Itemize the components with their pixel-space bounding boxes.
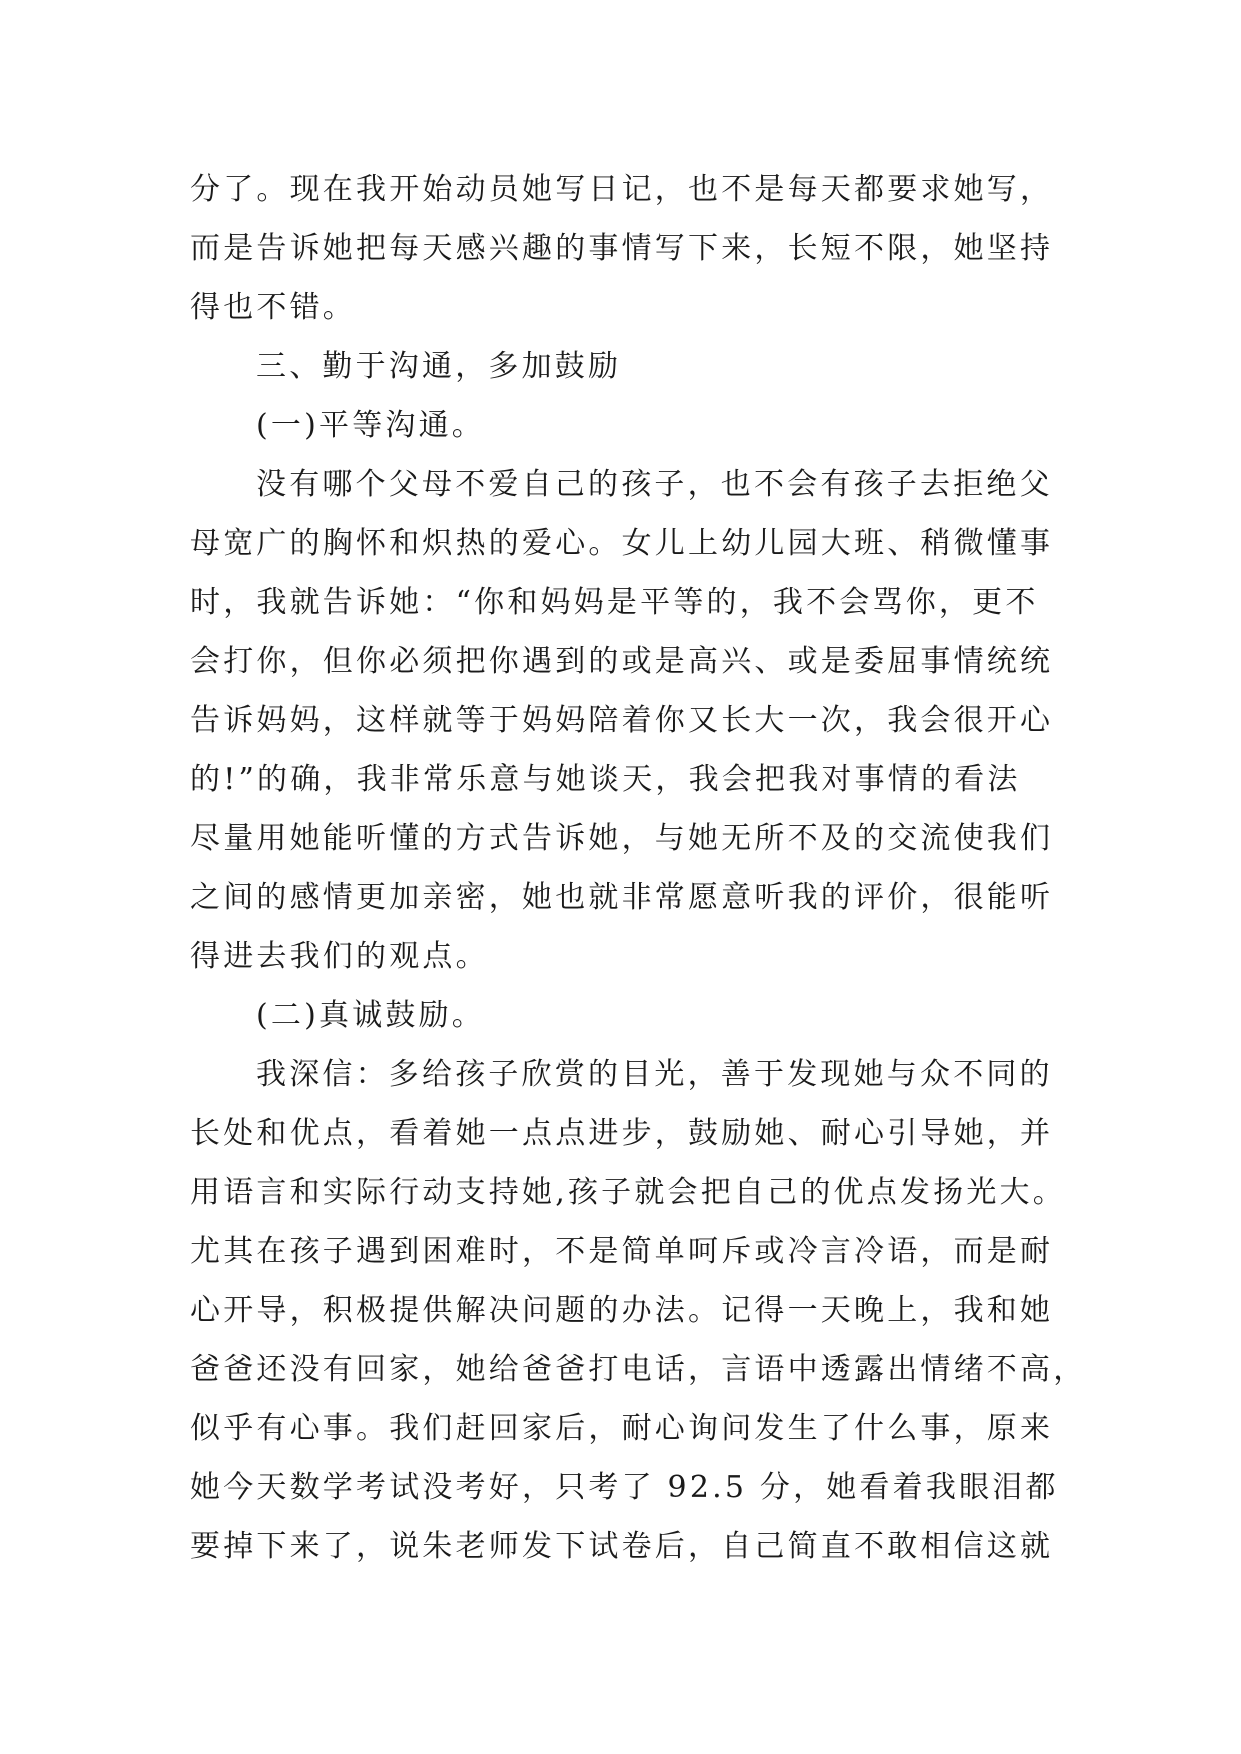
text-line: 尤其在孩子遇到困难时，不是简单呵斥或冷言冷语，而是耐	[190, 1234, 1054, 1269]
text-line: 而是告诉她把每天感兴趣的事情写下来，长短不限，她坚持	[190, 231, 1054, 266]
paragraph-start: 我深信：多给孩子欣赏的目光，善于发现她与众不同的	[256, 1057, 1053, 1092]
text-line: 母宽广的胸怀和炽热的爱心。女儿上幼儿园大班、稍微懂事	[190, 526, 1054, 561]
text-line: 的!”的确，我非常乐意与她谈天，我会把我对事情的看法	[190, 762, 1021, 797]
text-line: 要掉下来了，说朱老师发下试卷后，自己简直不敢相信这就	[190, 1529, 1054, 1564]
text-line: 尽量用她能听懂的方式告诉她，与她无所不及的交流使我们	[190, 821, 1054, 856]
text-line: 得也不错。	[190, 290, 356, 325]
text-line: 用语言和实际行动支持她,孩子就会把自己的优点发扬光大。	[190, 1175, 1066, 1210]
text-line: 心开导，积极提供解决问题的办法。记得一天晚上，我和她	[190, 1293, 1054, 1328]
section-heading: 三、勤于沟通，多加鼓励	[256, 349, 622, 384]
text-line: 分了。现在我开始动员她写日记，也不是每天都要求她写，	[190, 172, 1054, 207]
text-line: 之间的感情更加亲密，她也就非常愿意听我的评价，很能听	[190, 880, 1054, 915]
text-line: 会打你，但你必须把你遇到的或是高兴、或是委屈事情统统	[190, 644, 1054, 679]
document-body	[190, 160, 1087, 1576]
text-line: 时，我就告诉她：“你和妈妈是平等的，我不会骂你，更不	[190, 585, 1039, 620]
text-line: 得进去我们的观点。	[190, 939, 489, 974]
text-line: 告诉妈妈，这样就等于妈妈陪着你又长大一次，我会很开心	[190, 703, 1054, 738]
subsection-heading: (一)平等沟通。	[256, 408, 486, 443]
text-line: 长处和优点，看着她一点点进步，鼓励她、耐心引导她，并	[190, 1116, 1054, 1151]
text-line: 爸爸还没有回家，她给爸爸打电话，言语中透露出情绪不高，	[190, 1352, 1087, 1387]
text-line: 似乎有心事。我们赶回家后，耐心询问发生了什么事，原来	[190, 1411, 1054, 1446]
paragraph-start: 没有哪个父母不爱自己的孩子，也不会有孩子去拒绝父	[256, 467, 1053, 502]
text-line: 她今天数学考试没考好，只考了 92.5 分，她看着我眼泪都	[190, 1470, 1059, 1505]
subsection-heading: (二)真诚鼓励。	[256, 998, 486, 1033]
